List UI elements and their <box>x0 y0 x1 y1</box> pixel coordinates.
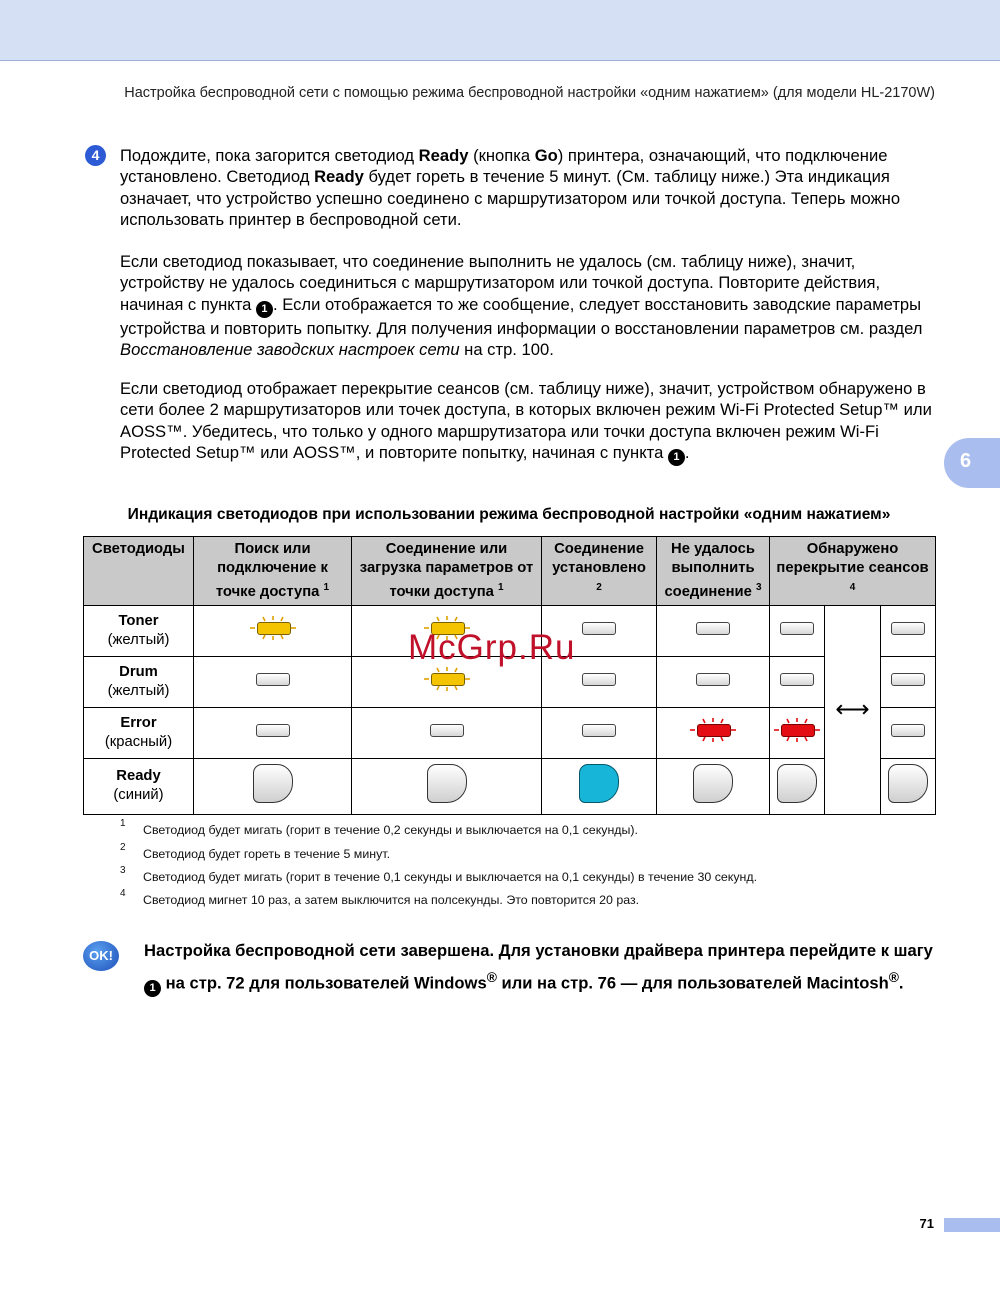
step-ref-badge: 1 <box>256 301 273 318</box>
led-ready-established <box>542 758 657 814</box>
chapter-tab: 6 <box>944 438 1000 488</box>
led-toner-failed <box>657 605 770 656</box>
led-error-overlap-b <box>881 707 936 758</box>
top-band <box>0 0 1000 61</box>
page-number-bar <box>944 1218 1000 1232</box>
section-link[interactable]: Восстановление заводских настроек сети <box>120 339 460 359</box>
col-header-leds: Светодиоды <box>84 537 194 606</box>
step-paragraph-2: Если светодиод показывает, что соединение выполнить не удалось (см. таблицу ниже), значит, устройству не удалось соединиться с маршрутизатором или точкой доступа. Повторите действия, начиная с пункта 1 . Если отображается то же сообщение, следует восстановить заводские параметры устройства и повторить попытку. Для получения информации о восстановлении параметров см. раздел Восстановление заводских настроек сети на стр. 100. <box>120 252 923 359</box>
led-error-search <box>194 707 352 758</box>
led-ready-failed <box>657 758 770 814</box>
completion-note: Настройка беспроводной сети завершена. Для установки драйвера принтера перейдите к шагу 1 на стр. 72 для пользователей Windows® или на стр. 76 — для пользователей Macintosh®. <box>144 938 944 997</box>
alternate-arrow-icon: ⟷ <box>825 605 881 814</box>
led-error-established <box>542 707 657 758</box>
step-ref-badge: 1 <box>144 980 161 997</box>
led-drum-overlap-a <box>770 656 825 707</box>
led-ready-search <box>194 758 352 814</box>
table-row-ready <box>84 758 936 814</box>
col-header-established: Соединение установлено $^2$ <box>542 537 657 606</box>
col-header-search: Поиск или подключение к точке доступа $^1$ <box>194 537 352 606</box>
row-label-ready: Ready (синий) <box>84 758 194 814</box>
led-ready-overlap-a <box>770 758 825 814</box>
table-row-error <box>84 707 936 758</box>
led-toner-overlap-b <box>881 605 936 656</box>
step-paragraph-3: Если светодиод отображает перекрытие сеансов (см. таблицу ниже), значит, устройством обнаружено в сети более 2 маршрутизаторов или точек доступа, в которых включен режим Wi-Fi Protected Setup™ или AOSS™. Убедитесь, что только у одного маршрутизатора или точки доступа включен режим Wi-Fi Protected Setup™ или AOSS™, и повторите попытку, начиная с пункта 1 . <box>120 378 935 466</box>
led-drum-overlap-b <box>881 656 936 707</box>
led-error-connect <box>352 707 542 758</box>
col-header-connect: Соединение или загрузка параметров от точки доступа $^1$ <box>352 537 542 606</box>
row-label-drum: Drum (желтый) <box>84 656 194 707</box>
led-toner-search <box>194 605 352 656</box>
led-drum-failed <box>657 656 770 707</box>
step-ref-badge: 1 <box>668 449 685 466</box>
led-indication-table <box>83 536 936 815</box>
table-caption: Индикация светодиодов при использовании режима беспроводной настройки «одним нажатием» <box>127 506 891 523</box>
led-ready-overlap-b <box>881 758 936 814</box>
led-toner-overlap-a <box>770 605 825 656</box>
ok-icon: OK! <box>83 941 119 971</box>
led-error-failed <box>657 707 770 758</box>
row-label-error: Error (красный) <box>84 707 194 758</box>
col-header-overlap: Обнаружено перекрытие сеансов $^4$ <box>770 537 936 606</box>
step-number-badge: 4 <box>85 145 106 166</box>
step-paragraph-1: Подождите, пока загорится светодиод Ready (кнопка Go) принтера, означающий, что подключение установлено. Светодиод Ready будет гореть в течение 5 минут. (См. таблицу ниже.) Эта индикация означает, что устройство успешно соединено с маршрутизатором или точкой доступа. Теперь можно использовать принтер в беспроводной сети. <box>120 146 901 229</box>
page-number: 71 <box>919 1216 934 1231</box>
led-drum-search <box>194 656 352 707</box>
led-ready-connect <box>352 758 542 814</box>
watermark: McGrp.Ru <box>408 628 576 667</box>
row-label-toner: Toner (желтый) <box>84 605 194 656</box>
col-header-failed: Не удалось выполнить соединение $^3$ <box>657 537 770 606</box>
running-header: Настройка беспроводной сети с помощью режима беспроводной настройки «одним нажатием» (для модели HL-2170W) <box>124 85 935 101</box>
led-error-overlap-a <box>770 707 825 758</box>
